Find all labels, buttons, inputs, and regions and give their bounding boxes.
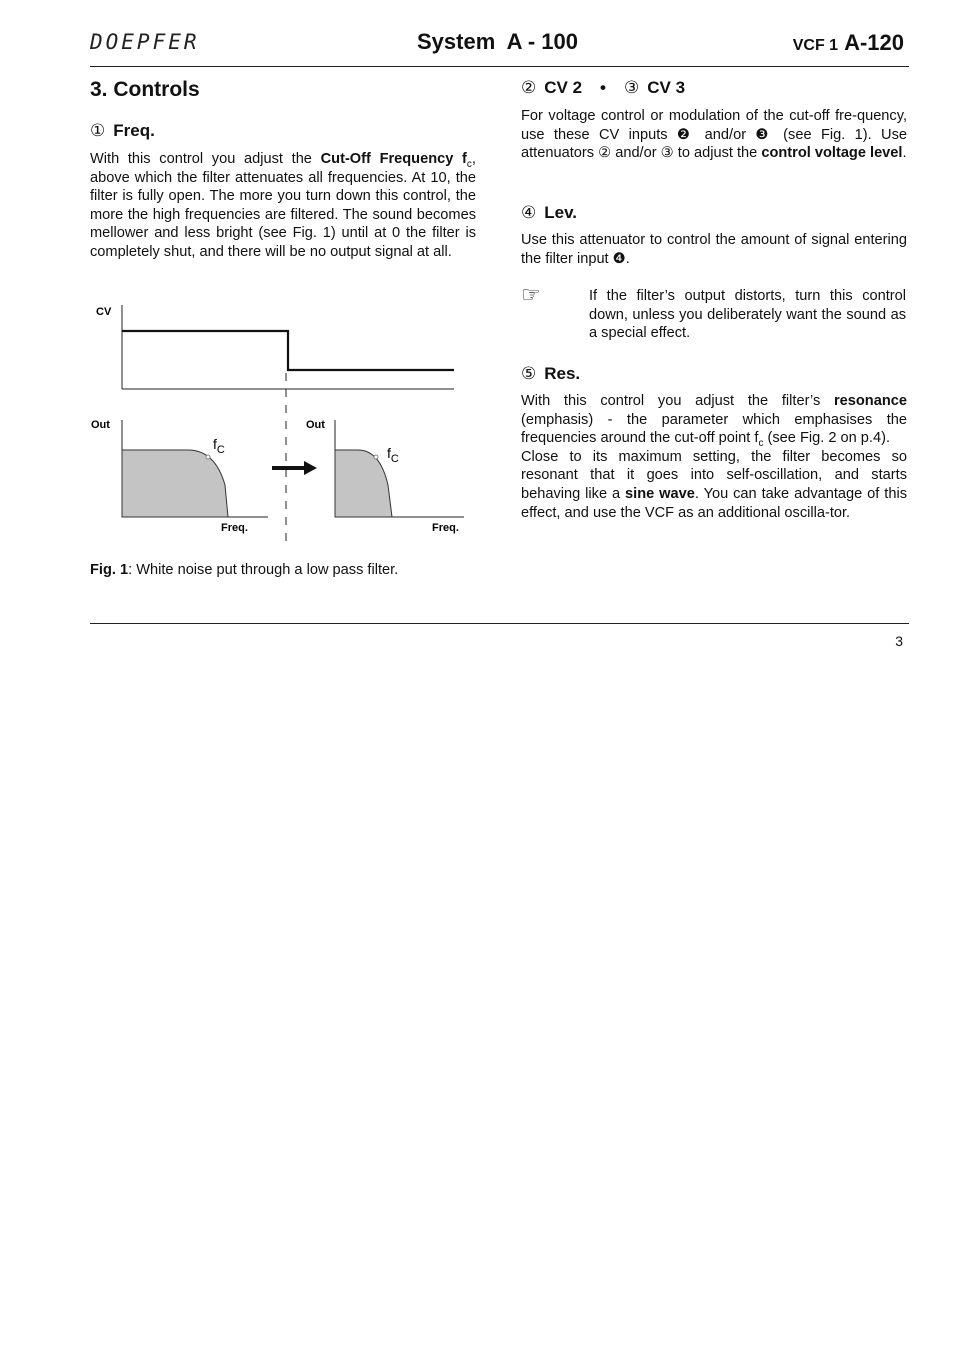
caption-label: Fig. 1	[90, 562, 129, 578]
res-heading	[521, 364, 580, 384]
cv-description	[521, 107, 907, 163]
cv-bullet: •	[600, 78, 606, 97]
page-number: 3	[895, 633, 903, 649]
module-large-label: A-120	[844, 30, 904, 55]
fc-point-left	[206, 455, 210, 459]
lev-heading	[521, 203, 577, 223]
footer-rule	[90, 623, 909, 624]
lev-note	[589, 287, 906, 343]
freq-label-right: Freq.	[432, 522, 459, 534]
res-text-c: (emphasis) - the parameter which emphasises the frequencies around the cut-off point f	[521, 411, 907, 447]
section-title: 3. Controls	[90, 78, 200, 101]
freq-text-b: Cut-Off Frequency f	[320, 151, 467, 167]
filter-curve-left	[122, 450, 228, 517]
lev-description	[521, 231, 907, 268]
res-title: Res.	[544, 364, 581, 383]
cv-step-line	[122, 331, 454, 370]
freq-text-sub: c	[466, 158, 472, 170]
arrow-head	[304, 461, 317, 475]
res-text-e: Close to its maximum setting, the filter becomes so resonant that it goes into self-oscillation, and starts behaving like a	[521, 448, 907, 502]
lev-text: Use this attenuator to control the amount of signal entering the filter input ❹.	[521, 232, 907, 267]
freq-marker: ①	[90, 121, 106, 140]
cv3-title: CV 3	[647, 78, 686, 97]
res-text-b: resonance	[833, 393, 907, 409]
fc-label-left: $f_C$	[213, 436, 225, 456]
caption-text: : White noise put through a low pass filter.	[128, 562, 399, 578]
freq-label-left: Freq.	[221, 522, 248, 534]
module-small-label: VCF 1	[792, 37, 839, 54]
cv-text-c: .	[902, 145, 907, 162]
brand-logo: DOEPFER	[90, 30, 200, 54]
lev-title: Lev.	[544, 203, 578, 222]
cv3-marker: ③	[624, 78, 640, 97]
lev-marker: ④	[521, 203, 537, 222]
freq-title: Freq.	[113, 121, 155, 140]
lev-note-text: If the filter’s output distorts, turn this control down, unless you deliberately want the sound as a special effect.	[589, 288, 906, 342]
fc-label-right: $f_C$	[387, 445, 399, 465]
cv2-marker: ②	[521, 78, 537, 97]
res-text-a: With this control you adjust the filter’s	[521, 393, 834, 409]
out-label-left: Out	[91, 419, 110, 431]
figure-caption	[90, 562, 398, 578]
cv2-title: CV 2	[544, 78, 583, 97]
freq-text-a: With this control you adjust the	[90, 151, 321, 167]
res-text-d: (see Fig. 2 on p.4).	[763, 430, 890, 447]
pointing-hand-icon: ☞	[521, 282, 541, 307]
freq-heading	[90, 121, 155, 141]
cv-heading	[521, 78, 685, 98]
cv-text-b: control voltage level	[761, 145, 903, 162]
freq-description	[90, 150, 476, 262]
out-label-right: Out	[306, 419, 325, 431]
freq-text-c: , above which the filter attenuates all frequencies. At 10, the filter is fully open. The more you turn down this control, the more the high frequencies are filtered. The sound becomes mellower and less bright (see Fig. 1) until at 0 the filter is completely shut, and there will be no output signal at all.	[90, 151, 476, 260]
figure-1-diagram	[80, 295, 480, 545]
system-title: System A - 100	[417, 29, 579, 54]
cv-text-a: For voltage control or modulation of the cut-off fre-quency, use these CV inputs ❷ and/or ❸ (see Fig. 1). Use attenuators ② and/or ③ to adjust the	[521, 108, 907, 162]
fc-point-right	[374, 455, 378, 459]
res-marker: ⑤	[521, 364, 537, 383]
cv-axis-label: CV	[96, 306, 112, 318]
module-title	[793, 30, 904, 56]
res-description	[521, 392, 907, 522]
header-rule	[90, 66, 909, 67]
res-text-sub: c	[758, 438, 764, 450]
filter-curve-right	[335, 450, 392, 517]
res-text-f: sine wave	[625, 485, 695, 502]
res-text-g: . You can take advantage of this effect, and use the VCF as an additional oscilla-tor.	[521, 485, 907, 521]
